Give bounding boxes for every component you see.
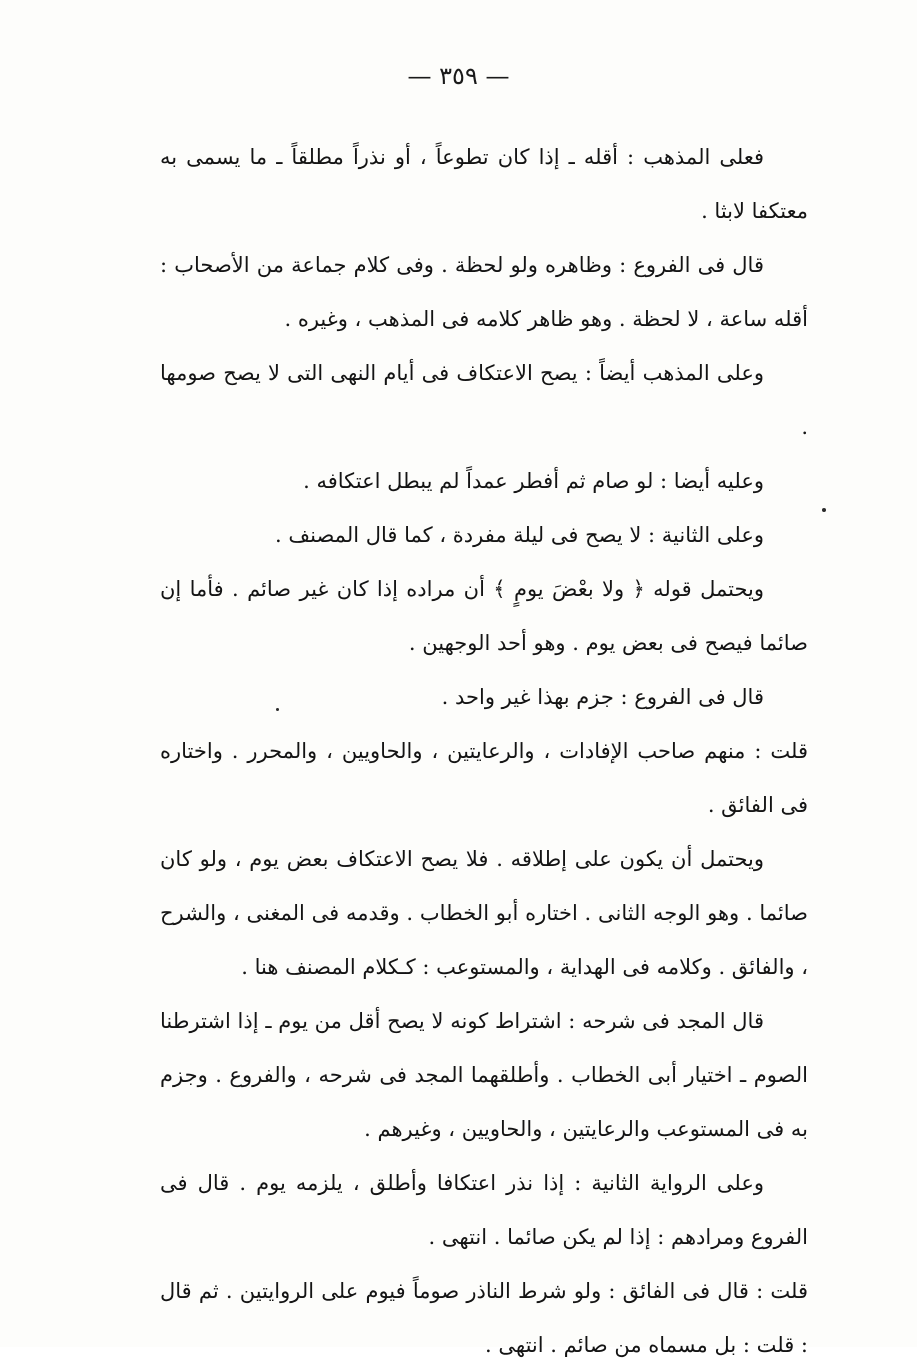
paragraph: ويحتمل قوله ﴿ ولا بعْضَ يومٍ ﴾ أن مراده إذا كان غير صائم . فأما إن صائما فيصح فى بعض يوم . وهو أحد الوجهين . (160, 577, 808, 655)
page-number: — ٣٥٩ — (407, 62, 510, 90)
paragraph: قلت : قال فى الفائق : ولو شرط الناذر صوماً فيوم على الروايتين . ثم قال : قلت : بل مسماه من صائم . انتهى . (160, 1279, 808, 1357)
ink-speck (276, 708, 279, 711)
paragraph: فعلى المذهب : أقله ـ إذا كان تطوعاً ، أو نذراً مطلقاً ـ ما يسمى به معتكفا لابثا . (160, 145, 808, 223)
paragraph: ويحتمل أن يكون على إطلاقه . فلا يصح الاعتكاف بعض يوم ، ولو كان صائما . وهو الوجه الثانى . اختاره أبو الخطاب . وقدمه فى المغنى ، والشرح ، والفائق . وكلامه فى الهداية ، والمستوعب : كـكلام المصنف هنا . (160, 847, 808, 979)
body-text (160, 130, 808, 1372)
paragraph: قال فى الفروع : وظاهره ولو لحظة . وفى كلام جماعة من الأصحاب : أقله ساعة ، لا لحظة . وهو ظاهر كلامه فى المذهب ، وغيره . (160, 253, 808, 331)
ink-speck (822, 508, 826, 512)
paragraph: وعلى الرواية الثانية : إذا نذر اعتكافا وأطلق ، يلزمه يوم . قال فى الفروع ومرادهم : إذا لم يكن صائما . انتهى . (160, 1171, 808, 1249)
paragraph: وعلى الثانية : لا يصح فى ليلة مفردة ، كما قال المصنف . (275, 523, 764, 547)
paragraph: وعلى المذهب أيضاً : يصح الاعتكاف فى أيام النهى التى لا يصح صومها . (160, 361, 808, 439)
paragraph: قال فى الفروع : جزم بهذا غير واحد . (441, 685, 764, 709)
paragraph: قال المجد فى شرحه : اشتراط كونه لا يصح أقل من يوم ـ إذا اشترطنا الصوم ـ اختيار أبى الخطاب . وأطلقهما المجد فى شرحه ، والفروع . وجزم به فى المستوعب والرعايتين ، والحاويين ، وغيرهم . (160, 1009, 808, 1141)
paragraph: قلت : منهم صاحب الإفادات ، والرعايتين ، والحاويين ، والمحرر . واختاره فى الفائق . (160, 739, 808, 817)
paragraph: وعليه أيضا : لو صام ثم أفطر عمداً لم يبطل اعتكافه . (303, 469, 764, 493)
